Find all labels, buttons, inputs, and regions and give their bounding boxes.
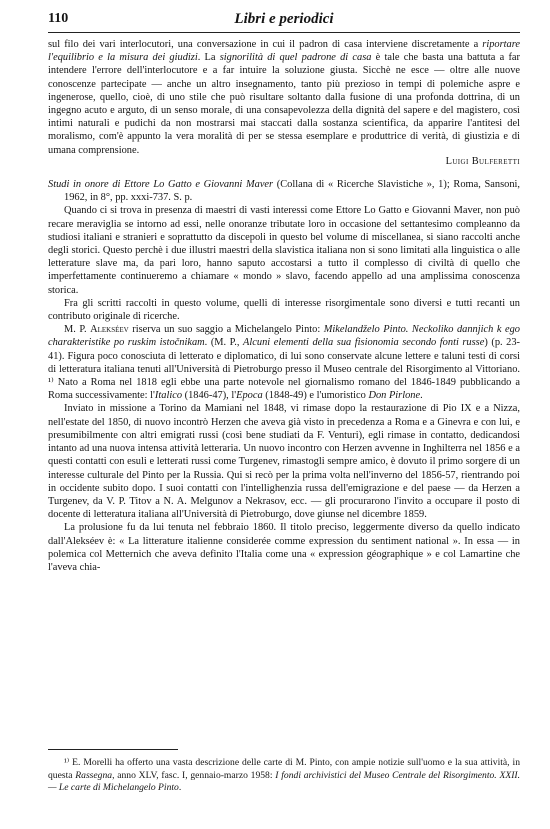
- paragraph-intro: [48, 204, 520, 296]
- italic-run: Epoca: [236, 390, 263, 402]
- italic-run: Italico: [154, 390, 183, 402]
- review-closing-paragraph: [48, 38, 520, 157]
- page-number: 110: [48, 11, 69, 26]
- italic-run: Mikelandželo Pinto. Neckoliko dannjich k ego charakteristike po ruskim istočnikam: [48, 324, 521, 349]
- reviewer-signature: Luigi Bulferetti: [445, 155, 520, 167]
- text-run: M. P.: [64, 324, 91, 336]
- text-run: Fra gli scritti raccolti in questo volume, quelli di interesse risorgimentale sono diversi e tutti recanti un contributo originale di ricerche.: [48, 297, 520, 323]
- text-run: ) (p. 23-41). Figura poco conosciuta di letterato e diplomatico, di lui sono conservate alcune lettere e taluni testi di corsi di letteratura italiana tenuti all'Università di Pietroburgo presso il Museo centrale del Risorgimento al Vittoriano. ¹⁾ Nato a Roma nel 1818 egli ebbe una parte notevole nel giornalismo romano del 1846-1849 pubblicando a Roma successivamente: l': [48, 337, 521, 402]
- paragraph-alekseev: [48, 323, 520, 402]
- text-run: riserva un suo saggio a Michelangelo Pinto:: [128, 324, 324, 336]
- text-run: (1846-47), l': [182, 390, 237, 402]
- italic-run: Don Pirlone: [368, 390, 421, 402]
- italic-run: I fondi archivistici del Museo Centrale del Risorgimento. XXII. — Le carte di Michelangelo Pinto: [48, 769, 520, 794]
- italic-run: Rassegna: [75, 769, 113, 781]
- bibliographic-entry: [48, 178, 520, 204]
- text-run: sul filo dei vari interlocutori, una conversazione in cui il padron di casa interviene discretamente a: [48, 39, 483, 50]
- header-rule: [48, 32, 520, 33]
- running-head: Libri e periodici: [234, 11, 334, 27]
- text-run: è tale che basta una battuta a far intendere l'errore dell'interlocutore e a far intuire la soluzione giusta. Sicchè ne esce — oltre alle nuove conoscenze partecipate — anche un altro insegnamento, tanto più prezioso in tempi di polemiche aspre e ingenerose, quello, cioè, di uno stile che può risultare soltanto dalla fusione di una profonda dottrina, di un ingegno acuto e arguto, di un senso morale, di una consapevolezza della dignità del sapere e del magistero, così intimi naturali e pudichi da non mostrarsi mai staccati dalla sostanza scientifica, da apparire l'antitesi del moralismo, com'è appunto la vera moralità di per se stessa esemplare e produttrice di verità, di giustizia e di umana comprensione.: [48, 52, 520, 156]
- body-text: [48, 38, 520, 574]
- text-run: Inviato in missione a Torino da Mamiani nel 1848, vi rimase dopo la restaurazione di Pio IX e a Nizza, nell'estate del 1850, di nuovo incontrò Herzen che aveva già visto in precedenza a Roma e a Ginevra e con lui, e presumibilmente con altri emigrati russi (così bene studiati da F. Venturi), egli rimase in contatto, dedicandosi intanto ad una nuova intensa attività letteraria. Un nuovo incontro con Herzen avvenne in Inghilterra nel 1856 e a questi contatti con esuli e letterati russi come Turgenev, rimastogli sempre amico, è dovuto il primo sorgere di un interesse culturale del Pinto per la Russia. Qui si recò per la prima volta nell'inverno del 1856-57, rientrando poi in occidente subito dopo. I suoi contatti con l'intellighenzia russa dell'emigrazione e del paese — da Herzen a Turgenev, da V. P. Titov a N. A. Melgunov a Nekrasov, ecc. — gli procurarono l'invito a occupare il posto di docente di letteratura italiana all'Università di Pietroburgo, dove giunse nel dicembre 1859.: [48, 403, 520, 521]
- book-title: Studi in onore di Ettore Lo Gatto e Giovanni Maver: [48, 179, 274, 191]
- paragraph-prolusione: [48, 521, 520, 574]
- text-run: .: [420, 390, 423, 402]
- italic-run: riportare l'equilibrio e la misura dei giudizi: [48, 39, 520, 64]
- text-run: . La: [197, 52, 220, 64]
- text-run: .: [178, 782, 182, 794]
- page-header: [48, 11, 520, 31]
- footnote-rule: [48, 749, 178, 750]
- text-run: Quando ci si trova in presenza di maestri di vasti interessi come Ettore Lo Gatto e Giovanni Maver, non può recare meraviglia se intorno ad essi, nelle onoranze tributate loro in occasione del settantesimo compleanno da studiosi italiani e stranieri e soprattutto da discepoli in questo bel volume di miscellanea, si siano raccolti anche degli storici. Questo perchè i due illustri maestri della slavistica italiana non si sono limitati alla linguistica o alle letterature slave ma, da pari loro, hanno saputo accostarsi a tutto il complesso di civiltà di quello che imperfettamente continueremo a chiamare « mondo » slavo, facendo appello ad una amplissima conoscenza storica.: [48, 205, 520, 296]
- italic-run: signorilità di quel padrone di casa: [219, 52, 372, 64]
- paragraph-torino: [48, 402, 520, 521]
- text-run: ¹⁾ E. Morelli ha offerto una vasta descrizione delle carte di M. Pinto, con ampie notizie sull'uomo e la sua attività, in questa: [48, 757, 520, 781]
- book-details: (Collana di « Ricerche Slavistiche », 1); Roma, Sansoni, 1962, in 8°, pp. xxxi-737. S. p.: [64, 179, 520, 204]
- text-run: . (M. P.,: [204, 337, 244, 349]
- paragraph-scritti: [48, 297, 520, 323]
- text-run: (1848-49) e l'umoristico: [262, 390, 369, 402]
- text-run: La prolusione fu da lui tenuta nel febbraio 1860. Il titolo preciso, leggermente diverso da quello indicato dall'Alekséev è: « La litterature italienne considerée comme expression du sentiment national ». In essa — in polemica col Metternich che aveva definito l'Italia come una « expression géographique » e col Lamartine che l'aveva chia-: [48, 522, 520, 573]
- italic-run: Alcuni elementi della sua fisionomia secondo fonti russe: [243, 337, 485, 349]
- author-name: Alekséev: [90, 324, 129, 336]
- text-run: , anno XLV, fasc. I, gennaio-marzo 1958:: [112, 769, 276, 781]
- footnote: [48, 757, 520, 795]
